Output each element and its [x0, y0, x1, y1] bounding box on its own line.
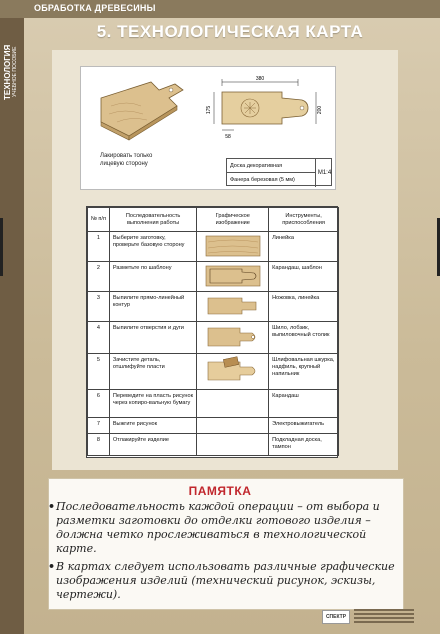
row-num: 6 [88, 390, 110, 418]
cut-contour-thumbnail [204, 294, 262, 318]
table-row [88, 262, 339, 292]
shaped-board-thumbnail [204, 324, 262, 350]
row-image [197, 262, 269, 292]
memo-title: ПАМЯТКА [188, 484, 252, 498]
table-row [88, 390, 339, 418]
isometric-board-drawing [97, 76, 189, 152]
memo-item-1-text: Последовательность каждой операции – от выбора и разметки заготовки до отделки готового изделия – должна четко прослеживаться в технологической карте. [56, 500, 380, 555]
row-image [197, 232, 269, 262]
memo-bullet-icon: • [48, 500, 56, 513]
row-step: Отлакируйте изделие [109, 434, 197, 456]
lacquer-note-line2: лицевую сторону [100, 161, 148, 167]
table-row [88, 418, 339, 434]
sanded-board-thumbnail [204, 356, 262, 386]
row-step: Выберите заготовку, проверьте базовую сторону [109, 232, 197, 262]
series-name: ОБРАБОТКА ДРЕВЕСИНЫ [34, 3, 156, 13]
table-row [88, 434, 339, 456]
row-tools: Линейка [269, 232, 339, 262]
row-step: Переведите на пласть рисунок через копиро-вальную бумагу [109, 390, 197, 418]
row-image [197, 390, 269, 418]
row-num: 3 [88, 292, 110, 322]
marked-board-thumbnail [204, 264, 262, 288]
side-label-subject: ТЕХНОЛОГИЯ [3, 44, 12, 100]
row-tools: Электровыжигатель [269, 418, 339, 434]
title-block-material: Фанера березовая (5 мм) [230, 177, 295, 183]
publisher-logo: СПЕКТР [322, 610, 350, 624]
row-tools: Шило, лобзик, выпиловочный столик [269, 322, 339, 354]
row-image [197, 418, 269, 434]
row-num: 4 [88, 322, 110, 354]
title-block [226, 158, 332, 186]
memo-item-2 [48, 560, 396, 602]
header-tools: Инструменты, приспособления [269, 208, 339, 232]
side-label-type: УЧЕБНОЕ ПОСОБИЕ [12, 46, 18, 98]
publisher-fine-print [354, 609, 414, 627]
lacquer-note-line1: Лакировать только [100, 153, 153, 159]
row-step: Выпилите прямо-линейный контур [109, 292, 197, 322]
dimension-length: 380 [255, 76, 265, 82]
row-step: Выпилите отверстия и дуги [109, 322, 197, 354]
row-num: 7 [88, 418, 110, 434]
row-image [197, 322, 269, 354]
title-block-part: Доска декоративная [227, 159, 315, 173]
process-table-grid [87, 207, 339, 456]
row-tools: Шлифовальная шкурка, надфиль, крупный напильник [269, 354, 339, 390]
memo-item-2-text: В картах следует использовать различные графические изображения изделий (технический рисунок, эскизы, чертежи). [56, 560, 395, 601]
process-table [86, 206, 338, 458]
table-row [88, 354, 339, 390]
table-row [88, 292, 339, 322]
orthographic-drawing [198, 72, 328, 150]
row-image [197, 292, 269, 322]
table-row [88, 232, 339, 262]
row-step: Выжгите рисунок [109, 418, 197, 434]
row-step: Зачистите деталь, отшлифуйте пласти [109, 354, 197, 390]
row-tools: Ножовка, линейка [269, 292, 339, 322]
title-block-scale: М1:4 [315, 159, 333, 187]
row-tools: Подкладная доска, тампон [269, 434, 339, 456]
left-tab-mark [0, 218, 3, 276]
row-tools: Карандаш [269, 390, 339, 418]
side-label [3, 22, 21, 122]
table-header-row [88, 208, 339, 232]
memo-bullet-icon: • [48, 560, 56, 573]
row-num: 1 [88, 232, 110, 262]
dimension-notch: 58 [225, 134, 231, 140]
row-num: 5 [88, 354, 110, 390]
row-image [197, 354, 269, 390]
header-num: № п/п [88, 208, 110, 232]
header-image: Графическое изображение [197, 208, 269, 232]
row-step: Разметьте по шаблону [109, 262, 197, 292]
lacquer-note [100, 152, 152, 168]
row-num: 8 [88, 434, 110, 456]
page-title: 5. ТЕХНОЛОГИЧЕСКАЯ КАРТА [96, 22, 364, 41]
memo-item-1 [48, 500, 396, 556]
header-step: Последовательность выполнения работы [109, 208, 197, 232]
dimension-width: 175 [206, 105, 212, 115]
table-row [88, 322, 339, 354]
row-tools: Карандаш, шаблон [269, 262, 339, 292]
blank-board-thumbnail [204, 234, 262, 258]
dimension-height: 200 [317, 105, 323, 115]
row-num: 2 [88, 262, 110, 292]
row-image [197, 434, 269, 456]
